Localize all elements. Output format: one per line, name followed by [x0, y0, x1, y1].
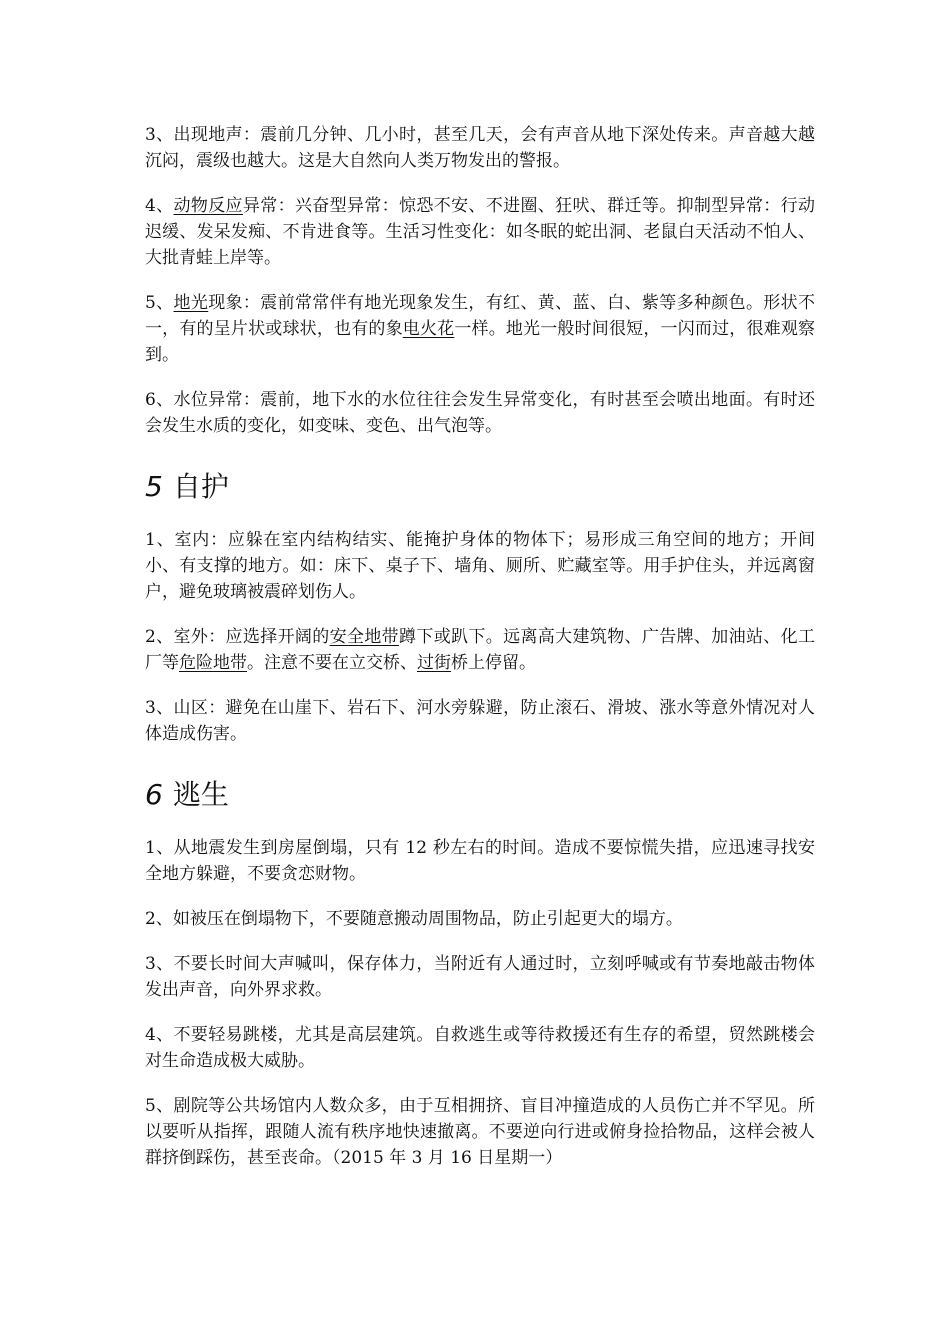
- escape-section: [145, 835, 815, 1171]
- paragraph: [145, 624, 815, 676]
- paragraph-text: 1、室内：应躲在室内结构结实、能掩护身体的物体下；易形成三角空间的地方；开间小、有支撑的地方。如：床下、桌子下、墙角、厕所、贮藏室等。用手护住头，并远离窗户，避免玻璃被震碎划伤人。: [145, 530, 815, 602]
- paragraph-text: 现象：震前常常伴有地光现象发生，有红、黄、蓝、白、紫等多种颜色。形状不一，有的呈片状或球状，也有的象: [145, 293, 816, 339]
- hyperlink-text[interactable]: 电火花: [402, 319, 455, 339]
- paragraph: [145, 951, 815, 1003]
- paragraph-text: 3、不要长时间大声喊叫，保存体力，当附近有人通过时，立刻呼喊或有节奏地敲击物体发出声音，向外界求救。: [145, 954, 815, 1000]
- paragraph-text: 一样。地光一般时间很短，一闪而过，很难观察到。: [145, 319, 816, 365]
- self-protection-section: [145, 527, 815, 747]
- paragraph-text: 2、如被压在倒塌物下，不要随意搬动周围物品，防止引起更大的塌方。: [145, 909, 683, 929]
- paragraph-text: 2、室外：应选择开阔的: [145, 627, 330, 647]
- paragraph: [145, 387, 815, 439]
- section-title-text: 自护: [172, 470, 229, 503]
- paragraph-text: 异常：兴奋型异常：惊恐不安、不进圈、狂吠、群迁等。抑制型异常：行动迟缓、发呆发痴、不肯进食等。生活习性变化：如冬眠的蛇出洞、老鼠白天活动不怕人、大批青蛙上岸等。: [145, 196, 815, 268]
- paragraph-text: 3、出现地声：震前几分钟、几小时，甚至几天，会有声音从地下深处传来。声音越大越沉闷，震级也越大。这是大自然向人类万物发出的警报。: [145, 125, 815, 171]
- paragraph-text: 6、水位异常：震前，地下水的水位往往会发生异常变化，有时甚至会喷出地面。有时还会发生水质的变化，如变味、变色、出气泡等。: [145, 390, 815, 436]
- intro-section: [145, 122, 815, 439]
- hyperlink-text[interactable]: 动物反应: [173, 196, 243, 216]
- paragraph: [145, 906, 815, 932]
- paragraph-text: 4、: [145, 196, 174, 216]
- paragraph-text: 4、不要轻易跳楼，尤其是高层建筑。自救逃生或等待救援还有生存的希望，贸然跳楼会对生命造成极大威胁。: [145, 1025, 815, 1071]
- hyperlink-text[interactable]: 地光: [173, 293, 209, 313]
- section-title-text: 逃生: [172, 778, 229, 811]
- paragraph-text: 5、剧院等公共场馆内人数众多，由于互相拥挤、盲目冲撞造成的人员伤亡并不罕见。所以要听从指挥，跟随人流有秩序地快速撤离。不要逆向行进或俯身捡拾物品，这样会被人群挤倒踩伤，甚至丧命。（2015 年 3 月 16 日星期一）: [145, 1096, 815, 1168]
- paragraph: [145, 1093, 815, 1171]
- paragraph-text: 5、: [145, 293, 174, 313]
- paragraph: [145, 1022, 815, 1074]
- section-number: 6: [145, 778, 163, 811]
- paragraph: [145, 290, 815, 368]
- hyperlink-text[interactable]: 过街: [417, 653, 451, 673]
- paragraph: [145, 122, 815, 174]
- paragraph-text: 蹲下或趴下。远离高大建筑物、广告牌、加油站、化工厂等: [145, 627, 816, 673]
- section-number: 5: [145, 470, 163, 503]
- paragraph: [145, 695, 815, 747]
- paragraph-text: 1、从地震发生到房屋倒塌，只有 12 秒左右的时间。造成不要惊慌失措，应迅速寻找安全地方躲避，不要贪恋财物。: [145, 838, 815, 884]
- hyperlink-text[interactable]: 安全地带: [329, 627, 400, 647]
- paragraph-text: 3、山区：避免在山崖下、岩石下、河水旁躲避，防止滚石、滑坡、涨水等意外情况对人体造成伤害。: [145, 698, 815, 744]
- paragraph: [145, 835, 815, 887]
- section-heading-escape: [145, 777, 815, 813]
- document-page: [145, 122, 815, 1190]
- paragraph: [145, 193, 815, 271]
- section-heading-self-protection: [145, 469, 815, 505]
- hyperlink-text[interactable]: 危险地带: [179, 653, 247, 673]
- paragraph-text: 。注意不要在立交桥、: [247, 653, 417, 673]
- paragraph-text: 桥上停留。: [451, 653, 536, 673]
- paragraph: [145, 527, 815, 605]
